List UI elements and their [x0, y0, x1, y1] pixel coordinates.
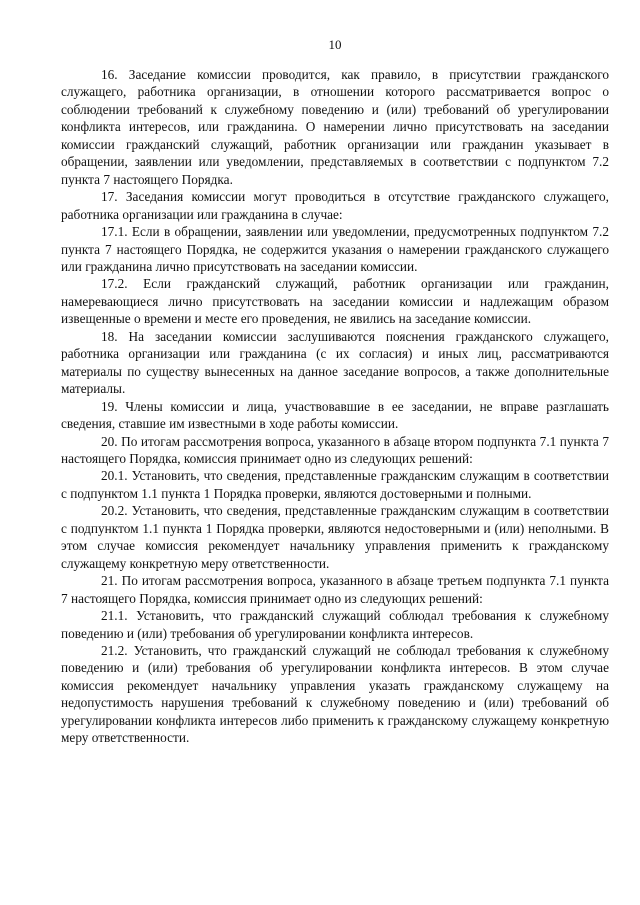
- paragraph-16: 16. Заседание комиссии проводится, как правило, в присутствии гражданского служащего, работника организации, в отношении которого рассматривается вопрос о соблюдении требований к служебному поведению и (или) требований об урегулировании конфликта интересов, или гражданина. О намерении лично присутствовать на заседании комиссии гражданский служащий, работник организации или гражданин указывает в обращении, заявлении или уведомлении, представляемых в соответствии с подпунктом 7.2 пункта 7 настоящего Порядка.: [61, 67, 609, 187]
- paragraph-17-1: 17.1. Если в обращении, заявлении или уведомлении, предусмотренных подпунктом 7.2 пункта 7 настоящего Порядка, не содержится указания о намерении гражданского служащего или гражданина лично присутствовать на заседании комиссии.: [61, 224, 609, 274]
- paragraph-21-1: 21.1. Установить, что гражданский служащий соблюдал требования к служебному поведению и (или) требования об урегулировании конфликта интересов.: [61, 608, 609, 641]
- paragraph-18: 18. На заседании комиссии заслушиваются пояснения гражданского служащего, работника организации или гражданина (с их согласия) и иных лиц, рассматриваются материалы по существу вынесенных на данное заседание вопросов, а также дополнительные материалы.: [61, 328, 609, 397]
- paragraph-17-2: 17.2. Если гражданский служащий, работник организации или гражданин, намеревающиеся лично присутствовать на заседании комиссии и надлежащим образом извещенные о времени и месте его проведения, не явились на заседание комиссии.: [61, 276, 609, 327]
- paragraph-17: 17. Заседания комиссии могут проводиться в отсутствие гражданского служащего, работника организации или гражданина в случае:: [61, 189, 609, 222]
- paragraph-20-2: 20.2. Установить, что сведения, представленные гражданским служащим в соответствии с подпунктом 1.1 пункта 1 Порядка проверки, являются недостоверными и (или) неполными. В этом случае комиссия рекомендует начальнику управления применить к гражданскому служащему конкретную меру ответственности.: [61, 503, 609, 571]
- document-body: [61, 66, 609, 747]
- paragraph-20: 20. По итогам рассмотрения вопроса, указанного в абзаце втором подпункта 7.1 пункта 7 настоящего Порядка, комиссия принимает одно из следующих решений:: [61, 433, 609, 466]
- paragraph-19: 19. Члены комиссии и лица, участвовавшие в ее заседании, не вправе разглашать сведения, ставшие им известными в ходе работы комиссии.: [61, 398, 609, 432]
- paragraph-20-1: 20.1. Установить, что сведения, представленные гражданским служащим в соответствии с подпунктом 1.1 пункта 1 Порядка проверки, являются достоверными и полными.: [61, 468, 609, 501]
- paragraph-21: 21. По итогам рассмотрения вопроса, указанного в абзаце третьем подпункта 7.1 пункта 7 настоящего Порядка, комиссия принимает одно из следующих решений:: [61, 573, 609, 606]
- paragraph-21-2: 21.2. Установить, что гражданский служащий не соблюдал требования к служебному поведению и (или) требования об урегулировании конфликта интересов. В этом случае комиссия рекомендует начальнику управления указать гражданскому служащему на недопустимость нарушения требований к служебному поведению и (или) требований об урегулировании конфликта интересов либо применить к гражданскому служащему конкретную меру ответственности.: [61, 642, 609, 746]
- page-number: 10: [328, 37, 342, 52]
